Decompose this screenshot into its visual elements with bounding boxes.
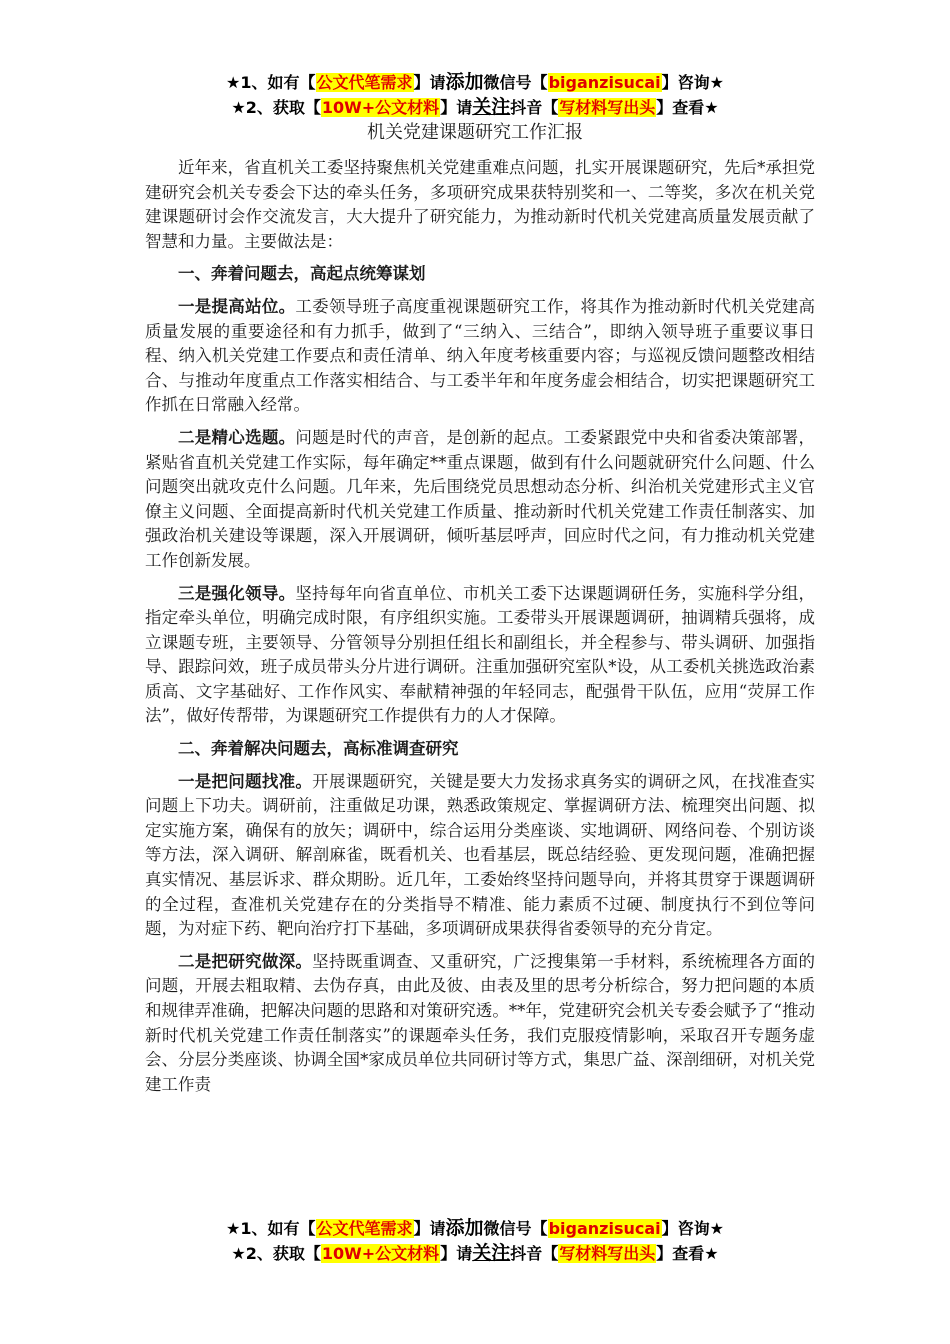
highlight-text: 公文代笔需求 bbox=[316, 1219, 413, 1238]
wechat-id: biganzisucai bbox=[548, 73, 661, 92]
douyin-id: 写材料写出头 bbox=[559, 98, 656, 117]
promo-banner-top-line1: ★1、如有【公文代笔需求】请添加微信号【biganzisucai】咨询★ bbox=[226, 71, 724, 93]
promo-banner-bottom-line1: ★1、如有【公文代笔需求】请添加微信号【biganzisucai】咨询★ bbox=[226, 1217, 724, 1239]
section-heading-2: 二、奔着解决问题去，高标准调查研究 bbox=[178, 739, 459, 759]
paragraph: 二是把研究做深。坚持既重调查、又重研究，广泛搜集第一手材料，系统梳理各方面的问题，开展去粗取精、去伪存真，由此及彼、由表及里的思考分析综合，努力把问题的本质和规律弄准确，把解决问题的思路和对策研究透。**年，党建研究会机关专委会赋予了“推动新时代机关党建工作责任制落实”的课题牵头任务，我们克服疫情影响，采取召开专题务虚会、分层分类座谈、协调全国*家成员单位共同研讨等方式，集思广益、深剖细研，对机关党建工作责 bbox=[145, 951, 816, 1094]
document-title: 机关党建课题研究工作汇报 bbox=[367, 122, 583, 143]
promo-banner-bottom-line2: ★2、获取【10W+公文材料】请关注抖音【写材料写出头】查看★ bbox=[231, 1242, 719, 1264]
paragraph: 三是强化领导。坚持每年向省直单位、市机关工委下达课题调研任务，实施科学分组，指定牵头单位，明确完成时限，有序组织实施。工委带头开展课题调研，抽调精兵强将，成立课题专班，主要领导、分管领导分别担任组长和副组长，并全程参与、带头调研、加强指导、跟踪问效，班子成员带头分片进行调研。注重加强研究室队*设，从工委机关挑选政治素质高、文字基础好、工作作风实、奉献精神强的年轻同志，配强骨干队伍，应用“荧屏工作法”，做好传帮带，为课题研究工作提供有力的人才保障。 bbox=[145, 583, 816, 726]
douyin-id: 写材料写出头 bbox=[559, 1244, 656, 1263]
highlight-text: 公文代笔需求 bbox=[316, 73, 413, 92]
paragraph: 一是提高站位。工委领导班子高度重视课题研究工作，将其作为推动新时代机关党建高质量发展的重要途径和有力抓手，做到了“三纳入、三结合”，即纳入领导班子重要议事日程、纳入机关党建工作要点和责任清单、纳入年度考核重要内容；与巡视反馈问题整改相结合、与推动年度重点工作落实相结合、与工委半年和年度务虚会相结合，切实把课题研究工作抓在日常融入经常。 bbox=[145, 296, 816, 415]
intro-paragraph: 近年来，省直机关工委坚持聚焦机关党建重难点问题，扎实开展课题研究，先后*承担党建研究会机关专委会下达的牵头任务，多项研究成果获特别奖和一、二等奖，多次在机关党建课题研讨会作交流发言，大大提升了研究能力，为推动新时代机关党建高质量发展贡献了智慧和力量。主要做法是： bbox=[145, 158, 815, 251]
section-heading-1: 一、奔着问题去，高起点统筹谋划 bbox=[178, 264, 426, 284]
highlight-text: 10W+公文材料 bbox=[321, 98, 440, 117]
paragraph: 一是把问题找准。开展课题研究，关键是要大力发扬求真务实的调研之风，在找准查实问题上下功夫。调研前，注重做足功课，熟悉政策规定、掌握调研方法、梳理突出问题、拟定实施方案，确保有的放矢；调研中，综合运用分类座谈、实地调研、网络问卷、个别访谈等方法，深入调研、解剖麻雀，既看机关、也看基层，既总结经验、更发现问题，准确把握真实情况、基层诉求、群众期盼。近几年，工委始终坚持问题导向，并将其贯穿于课题调研的全过程，查准机关党建存在的分类指导不精准、能力素质不过硬、制度执行不到位等问题，为对症下药、靶向治疗打下基础，多项调研成果获得省委领导的充分肯定。 bbox=[145, 771, 816, 939]
highlight-text: 10W+公文材料 bbox=[321, 1244, 440, 1263]
document-body bbox=[145, 156, 815, 1097]
wechat-id: biganzisucai bbox=[548, 1219, 661, 1238]
paragraph: 二是精心选题。问题是时代的声音，是创新的起点。工委紧跟党中央和省委决策部署，紧贴省直机关党建工作实际，每年确定**重点课题，做到有什么问题就研究什么问题、什么问题突出就攻克什么问题。几年来，先后围绕党员思想动态分析、纠治机关党建形式主义官僚主义问题、全面提高新时代机关党建工作质量、推动新时代机关党建工作责任制落实、加强政治机关建设等课题，深入开展调研，倾听基层呼声，回应时代之问，有力推动机关党建工作创新发展。 bbox=[145, 427, 816, 570]
promo-banner-top-line2: ★2、获取【10W+公文材料】请关注抖音【写材料写出头】查看★ bbox=[231, 96, 719, 118]
